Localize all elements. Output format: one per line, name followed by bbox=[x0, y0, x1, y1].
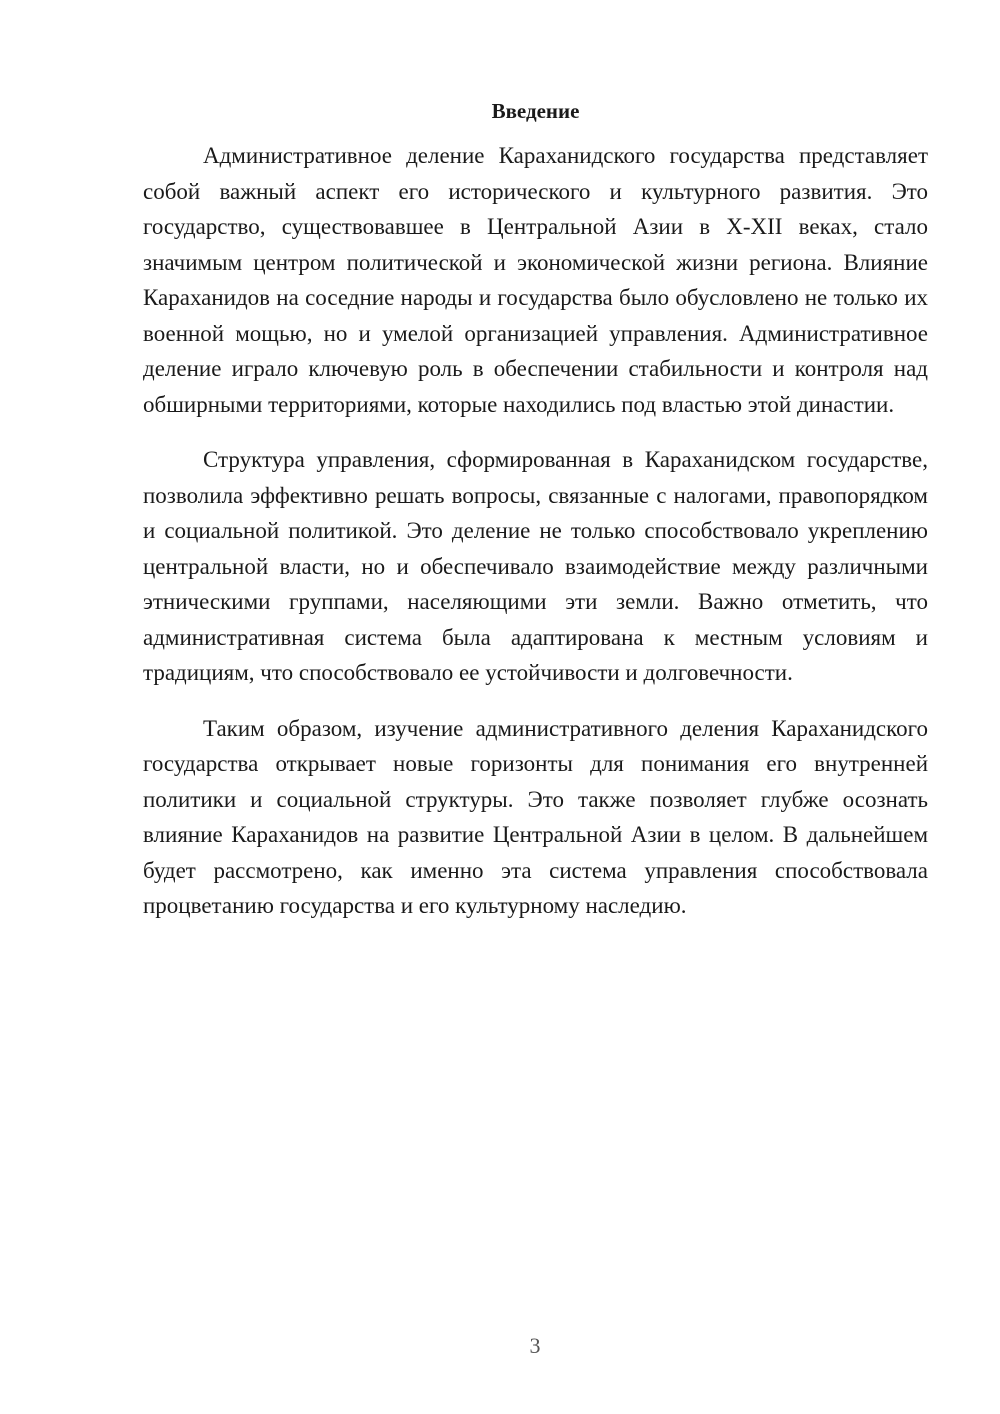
page-number: 3 bbox=[529, 1333, 541, 1358]
page-content bbox=[143, 96, 928, 944]
paragraph-2: Структура управления, сформированная в Караханидском государстве, позволила эффективно решать вопросы, связанные с налогами, правопорядком и социальной политикой. Это деление не только способствовало укреплению центральной власти, но и обеспечивало взаимодействие между различными этническими группами, населяющими эти земли. Важно отметить, что административная система была адаптирована к местным условиям и традициям, что способствовало ее устойчивости и долговечности. bbox=[143, 447, 928, 685]
paragraph-1: Административное деление Караханидского государства представляет собой важный аспект его исторического и культурного развития. Это государство, существовавшее в Центральной Азии в X-XII веках, стало значимым центром политической и экономической жизни региона. Влияние Караханидов на соседние народы и государства было обусловлено не только их военной мощью, но и умелой организацией управления. Административное деление играло ключевую роль в обеспечении стабильности и контроля над обширными территориями, которые находились под властью этой династии. bbox=[143, 143, 928, 417]
paragraph-3: Таким образом, изучение административного деления Караханидского государства открывает новые горизонты для понимания его внутренней политики и социальной структуры. Это также позволяет глубже осознать влияние Караханидов на развитие Центральной Азии в целом. В дальнейшем будет рассмотрено, как именно эта система управления способствовала процветанию государства и его культурному наследию. bbox=[143, 715, 928, 918]
section-title: Введение bbox=[491, 99, 580, 123]
